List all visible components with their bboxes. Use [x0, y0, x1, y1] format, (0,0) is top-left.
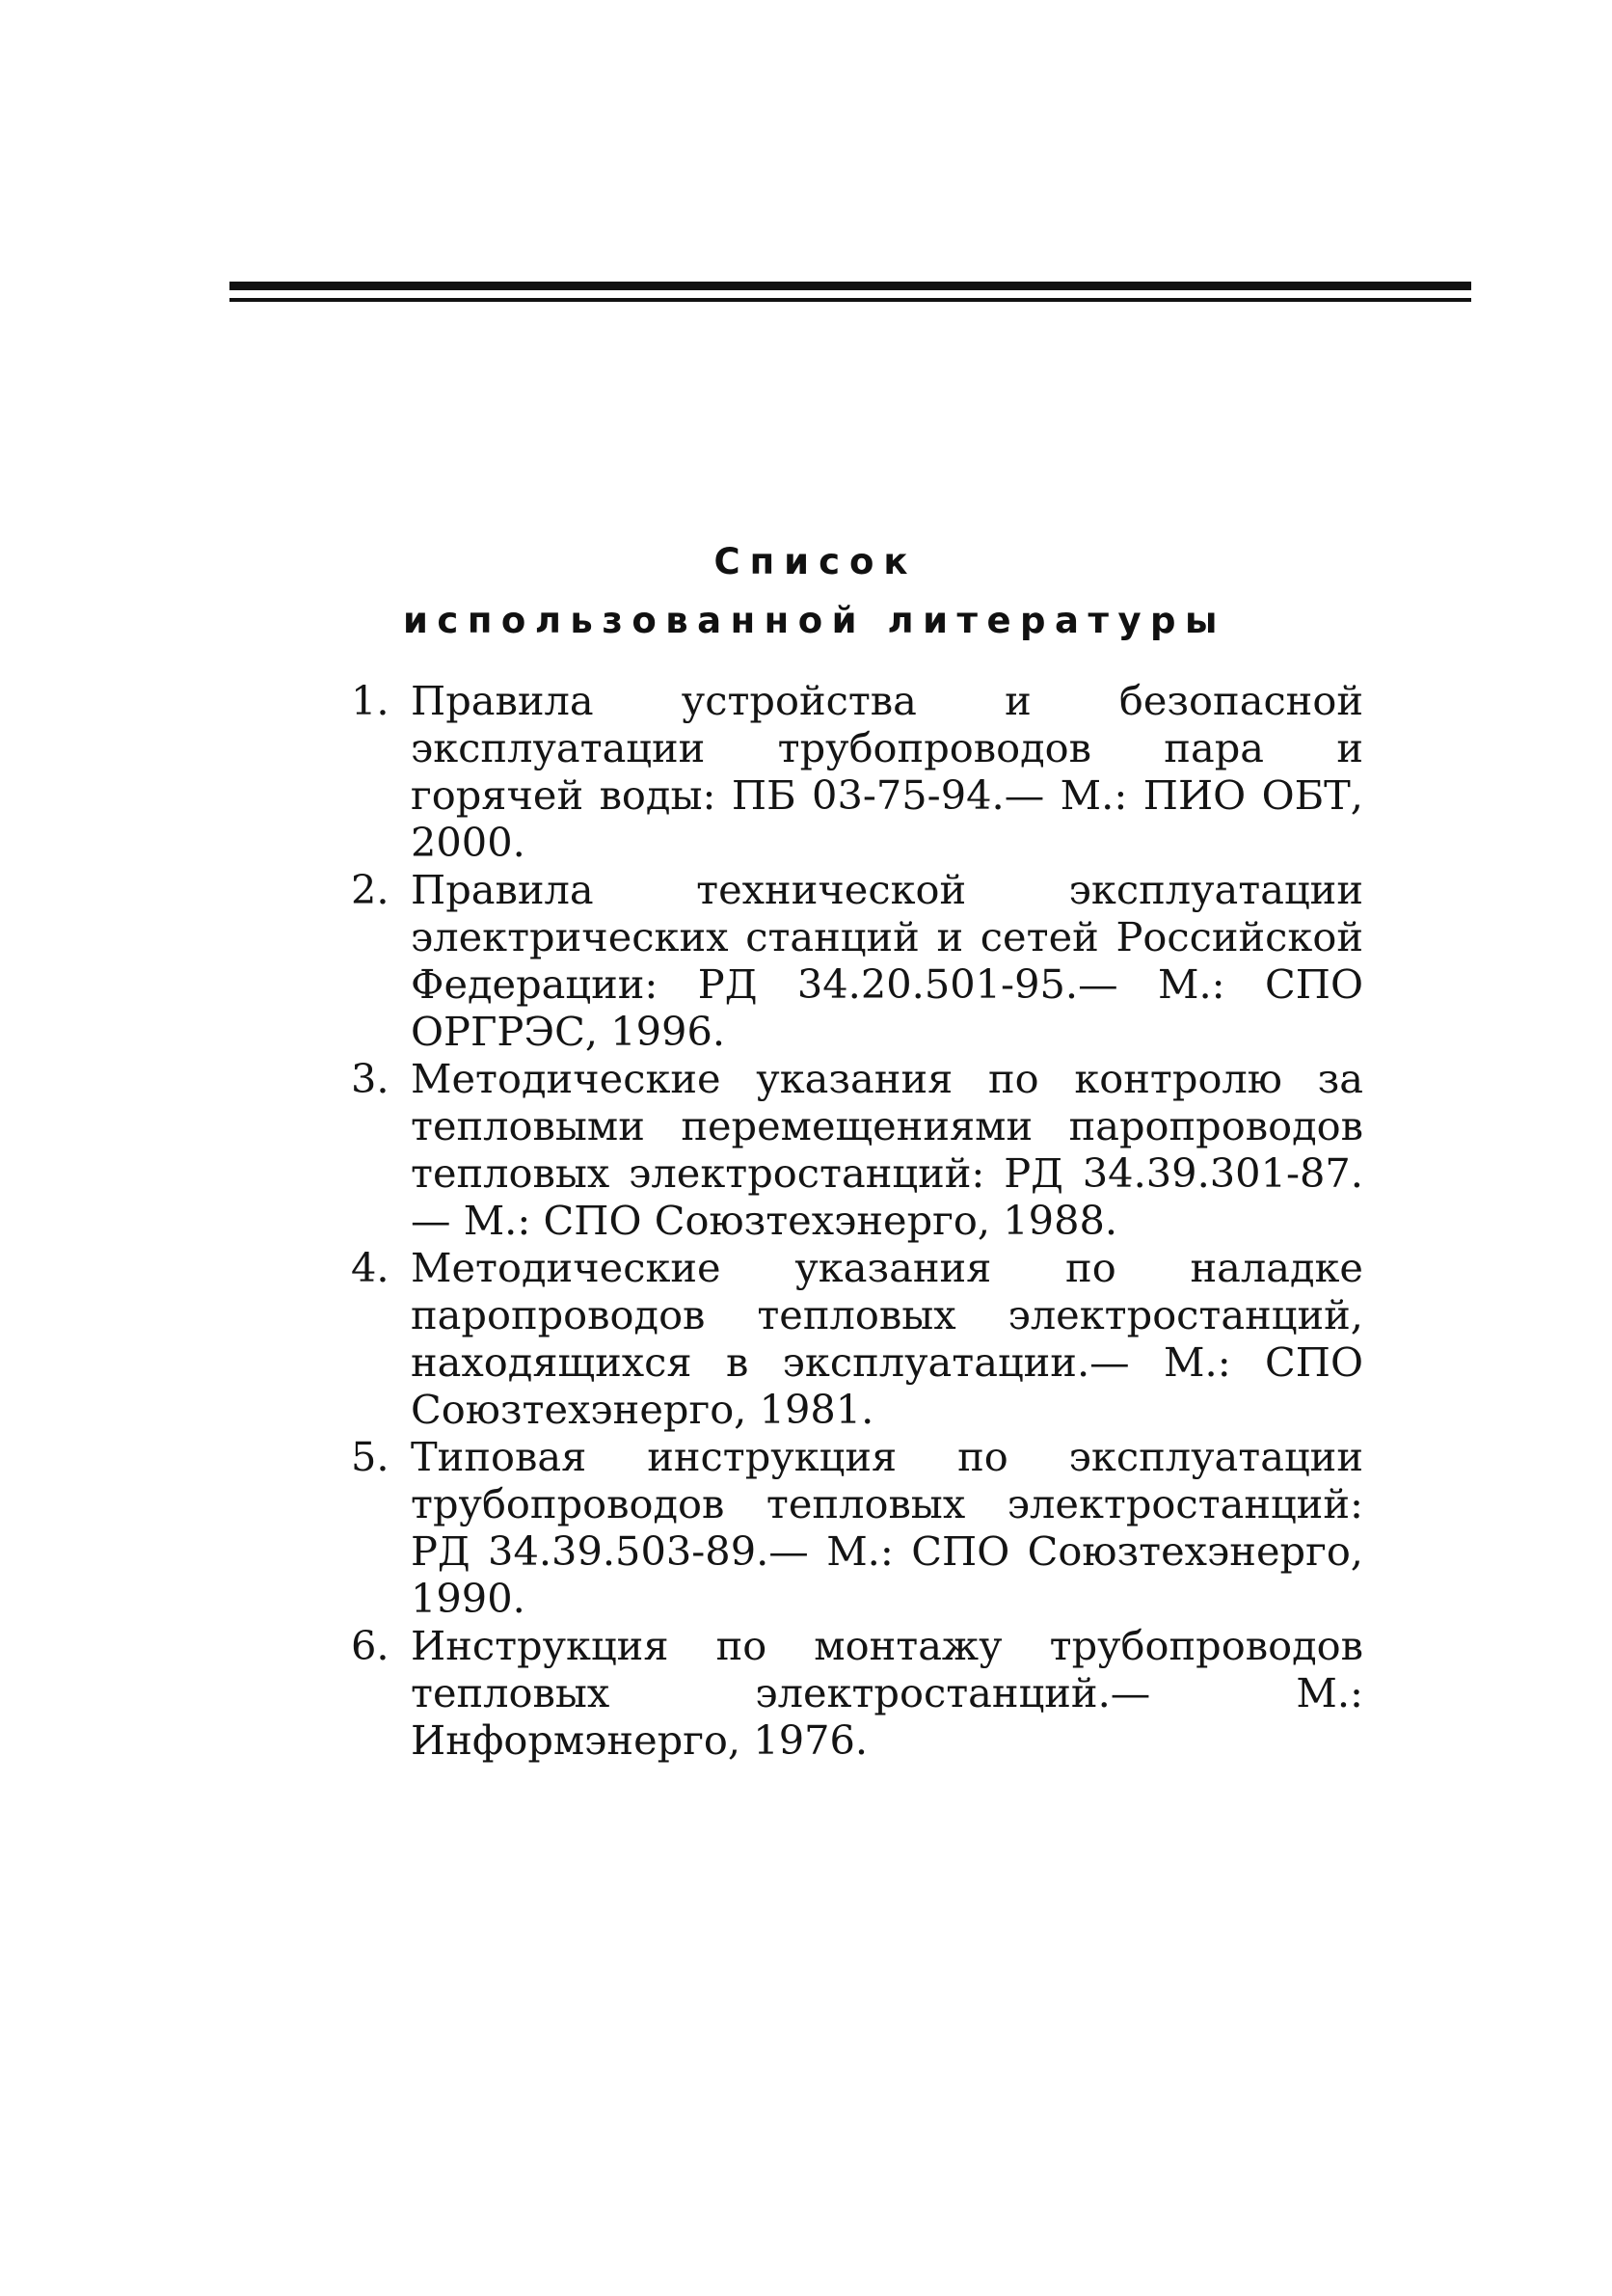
page-title: Список [713, 541, 918, 582]
reference-item [351, 1622, 1363, 1764]
reference-number: 2. [351, 866, 390, 913]
reference-text: Методические указания по контролю за тепловыми перемещениями паропроводов тепловых электростанций: РД 34.39.301-87.— М.: СПО Союзтехэнерго, 1988. [411, 1055, 1363, 1244]
reference-text: Правила устройства и безопасной эксплуатации трубопроводов пара и горячей воды: ПБ 03-75-94.— М.: ПИО ОБТ, 2000. [411, 677, 1363, 866]
reference-number: 6. [351, 1622, 390, 1669]
header-rule-thick [229, 282, 1471, 290]
reference-number: 3. [351, 1055, 390, 1102]
reference-text: Правила технической эксплуатации электрических станций и сетей Российской Федерации: РД 34.20.501-95.— М.: СПО ОРГРЭС, 1996. [411, 866, 1363, 1055]
reference-item [351, 1244, 1363, 1433]
reference-item [351, 1433, 1363, 1622]
reference-text: Типовая инструкция по эксплуатации трубопроводов тепловых электростанций: РД 34.39.503-89.— М.: СПО Союзтехэнерго, 1990. [411, 1433, 1363, 1622]
page-subtitle: использованной литературы [402, 600, 1227, 641]
reference-number: 5. [351, 1433, 390, 1480]
reference-number: 1. [351, 677, 390, 724]
reference-list [351, 677, 1363, 1764]
reference-item [351, 677, 1363, 866]
reference-item [351, 866, 1363, 1055]
reference-item [351, 1055, 1363, 1244]
reference-number: 4. [351, 1244, 390, 1291]
reference-text: Методические указания по наладке паропроводов тепловых электростанций, находящихся в эксплуатации.— М.: СПО Союзтехэнерго, 1981. [411, 1244, 1363, 1433]
reference-text: Инструкция по монтажу трубопроводов тепловых электростанций.— М.: Информэнерго, 1976. [411, 1622, 1363, 1764]
header-rule-thin [229, 298, 1471, 302]
